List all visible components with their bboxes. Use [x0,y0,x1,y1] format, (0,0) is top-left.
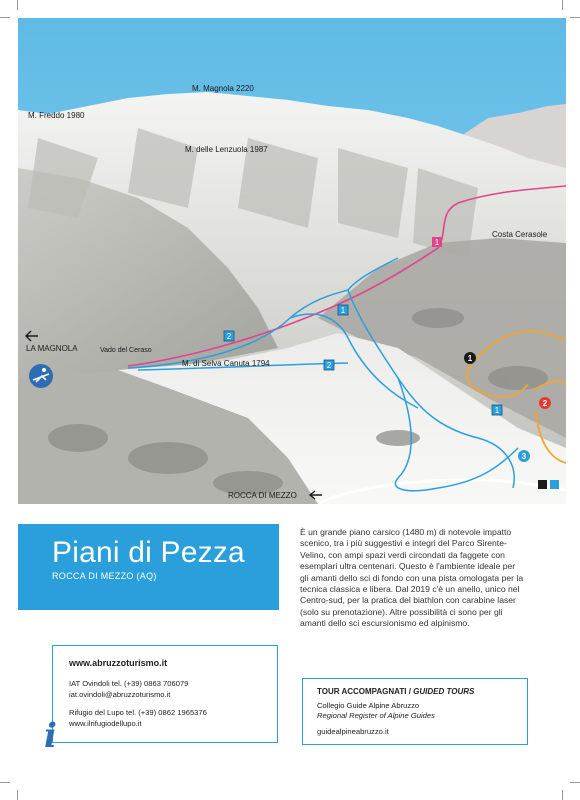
terrain-illustration [18,18,566,504]
peak-label: M. Magnola 2220 [192,84,254,93]
place-label: Costa Cerasole [492,230,548,239]
exit-label: ROCCA DI MEZZO [228,491,297,500]
iat-email[interactable]: iat.ovindoli@abruzzoturismo.it [69,690,171,699]
marker-label: 1 [494,406,500,415]
crop-mark [17,0,18,10]
tours-heading [317,687,474,696]
peak-label: M. Freddo 1980 [28,111,85,120]
rifugio-phone: Rifugio del Lupo tel. (+39) 0862 1965376 [69,708,207,717]
marker-label: 1 [467,354,473,363]
terrain-map [18,18,566,504]
marker-label: 3 [521,452,527,461]
crop-mark [562,790,563,800]
crop-mark [0,782,10,783]
crop-mark [17,790,18,800]
crop-mark [0,17,10,18]
place-label: Vado del Ceraso [100,347,152,354]
exit-label: LA MAGNOLA [26,344,78,353]
marker-label: 1 [340,306,346,315]
crop-mark [562,0,563,10]
page-subtitle: ROCCA DI MEZZO (AQ) [52,571,157,581]
skier-icon [29,364,53,388]
marker-label: 2 [542,399,548,408]
marker-label: 1 [434,238,440,247]
tours-organization-en: Regional Register of Alpine Guides [317,711,435,720]
page-title: Piani di Pezza [52,536,245,569]
tours-heading-separator: / [406,687,414,696]
info-icon: i [44,716,57,756]
peak-label: M. di Selva Canuta 1794 [182,359,270,368]
description-text: È un grande piano carsico (1480 m) di notevole impatto scenico, tra i più suggestivi e integri del Parco Sirente-Velino, con ampi spazi verdi circondati da faggete con esemplari ultra centenari. Questo è l'ambiente ideale per gli amanti dello sci di fondo con una pista omologata per la tecnica classica e libera. Dal 2019 c'è un anello, unico nel Centro-sud, per la pratica del biathlon con carabine laser (solo su prenotazione). Altre possibilità ci sono per gli amanti dello sci escursionismo ed alpinismo. [300,527,524,629]
crop-mark [570,782,580,783]
tours-heading-it: TOUR ACCOMPAGNATI [317,687,407,696]
website-link[interactable]: www.abruzzoturismo.it [69,658,168,668]
info-box [52,645,278,743]
crop-mark [570,17,580,18]
marker-label: 2 [326,361,332,370]
peak-label: M. delle Lenzuola 1987 [185,145,268,154]
marker-label: 2 [226,332,232,341]
rifugio-website[interactable]: www.ilrifugiodellupo.it [69,719,142,728]
tours-website[interactable]: guidealpineabruzzo.it [317,727,389,736]
iat-phone: IAT Ovindoli tel. (+39) 0863 706079 [69,679,189,688]
tours-organization: Collegio Guide Alpine Abruzzo [317,701,420,710]
tours-heading-en: GUIDED TOURS [413,687,475,696]
title-banner [18,524,279,610]
guided-tours-box [302,678,528,745]
